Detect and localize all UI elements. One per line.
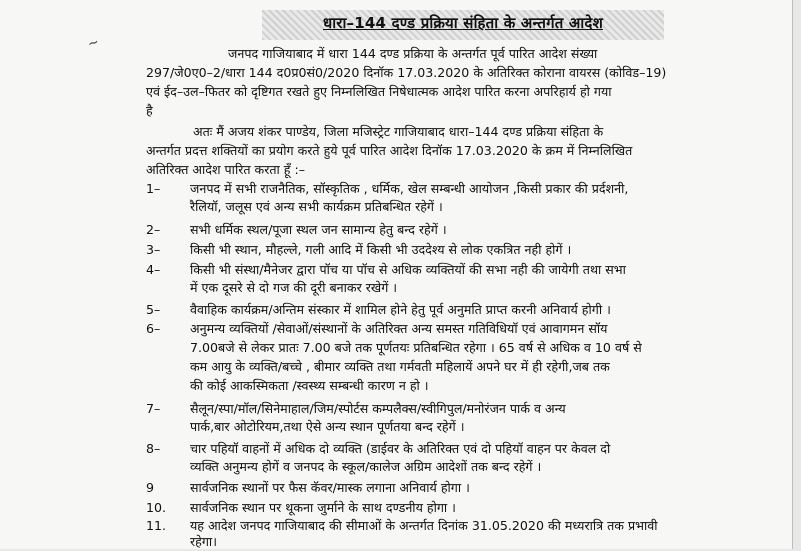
handwritten-mark: ~	[85, 34, 101, 53]
item-line: में एक दूसरे से दो गज की दूरी बनाकर रखेगें ।	[190, 280, 398, 295]
order-line: अतः मैं अजय शंकर पाण्डेय, जिला मजिस्ट्रेट गाजियाबाद धारा–144 दण्ड प्रक्रिया संहिता के	[193, 124, 604, 139]
item-line: की कोई आकस्मिकता /स्वस्थ्य सम्बन्धी कारण न हो ।	[190, 378, 429, 393]
item-number: 3–	[146, 242, 161, 257]
item-number: 9	[146, 480, 155, 495]
item-line: पार्क,बार ओटोरियम,तथा ऐसे अन्य स्थान पूर्णतया बन्द रहेगें ।	[190, 419, 465, 434]
item-line: अनुमन्य व्यक्तियों /सेवाओं/संस्थानों के अतिरिक्त अन्य समस्त गतिविधियॉ एवं आवागमन सॉय	[190, 321, 608, 336]
item-line: यह आदेश जनपद गाजियाबाद की सीमाओं के अन्तर्गत दिनांक 31.05.2020 की मध्यरात्रि तक प्रभावी	[190, 518, 658, 533]
item-number: 6–	[146, 321, 161, 336]
item-number: 10.	[146, 500, 167, 515]
item-number: 5–	[146, 302, 161, 317]
item-line: सभी धर्मिक स्थल/पूजा स्थल जन सामान्य हेतु बन्द रहेगें ।	[190, 222, 447, 237]
item-line: व्यक्ति अनुमन्य होगें व जनपद के स्कूल/कालेज अग्रिम आदेशों तक बन्द रहेगें ।	[190, 459, 542, 474]
item-line: सार्वजनिक स्थानों पर फैस कॅवर/मास्क लगाना अनिवार्य होगा ।	[190, 480, 470, 495]
item-line: रैलियॉ, जलूस एवं अन्य सभी कार्यक्रम प्रतिबन्धित रहेगें ।	[190, 199, 443, 214]
item-line: किसी भी स्थान, मौहल्ले, गली आदि में किसी भी उददेश्य से लोक एकत्रित नही होगें ।	[190, 242, 572, 257]
item-number: 7–	[146, 401, 161, 416]
item-line: वैवाहिक कार्यक्रम/अन्तिम संस्कार में शामिल होने हेतु पूर्व अनुमति प्राप्त करनी अनिवार्य होगी ।	[190, 302, 611, 317]
item-line: रहेगा।	[190, 534, 217, 549]
item-line: सैलून/स्पा/मॉल/सिनेमाहाल/जिम/स्पोर्टस कम्पलैक्स/स्वीगिपुल/मनोरंजन पार्क व अन्य	[190, 401, 566, 416]
intro-line: जनपद गाजियाबाद में धारा 144 दण्ड प्रक्रिया के अन्तर्गत पूर्व पारित आदेश संख्या	[228, 46, 598, 61]
order-line: अतिरिक्त आदेश पारित करता हूँ :–	[146, 162, 306, 177]
item-line: किसी भी संस्था/मैनेजर द्वारा पॉच या पॉच से अधिक व्यक्तियों की सभा नही की जायेगी तथा सभा	[190, 262, 626, 277]
item-line: 7.00बजे से लेकर प्रातः 7.00 बजे तक पूर्णतयः प्रतिबन्धित रहेगा । 65 वर्ष से अधिक व 10 वर्ष से	[190, 340, 642, 355]
item-number: 8–	[146, 441, 161, 456]
intro-line: 297/जे0ए0–2/धारा 144 द0प्र0सं0/2020 दिनॉक 17.03.2020 के अतिरिक्त कोराना वायरस (कोविड–19)	[146, 65, 667, 80]
item-number: 2–	[146, 222, 161, 237]
item-line: सार्वजनिक स्थान पर थूकना जुर्माने के साथ दण्डनीय होगा ।	[190, 500, 456, 515]
item-number: 1–	[146, 181, 161, 196]
item-number: 4–	[146, 262, 161, 277]
item-line: कम आयु के व्यक्ति/बच्चे , बीमार व्यक्ति तथा गर्मवती महिलायें अपने घर में ही रहेगी,जब तक	[190, 359, 610, 374]
intro-line: एवं ईद–उल–फितर को दृष्टिगत रखते हुए निम्नलिखित निषेधात्मक आदेश पारित करना अपरिहार्य हो गया	[146, 84, 612, 99]
item-line: जनपद में सभी राजनैतिक, सॉस्कृतिक , धर्मिक, खेल सम्बन्धी आयोजन ,किसी प्रकार की प्रर्दशनी,	[190, 181, 629, 196]
item-number: 11.	[146, 518, 167, 533]
page-title: धारा–144 दण्ड प्रक्रिया संहिता के अन्तर्गत आदेश	[323, 14, 603, 32]
intro-line: है	[146, 103, 153, 118]
order-line: अन्तर्गत प्रदत्त शक्तियों का प्रयोग करते हुये पूर्व पारित आदेश दिनॉक 17.03.2020 के क्रम में निम्नलिखित	[146, 143, 633, 158]
item-line: चार पहियॉ वाहनों में अधिक दो व्यक्ति (डाईवर के अतिरिक्त एवं दो पहियॉ वाहन पर केवल दो	[190, 441, 611, 456]
